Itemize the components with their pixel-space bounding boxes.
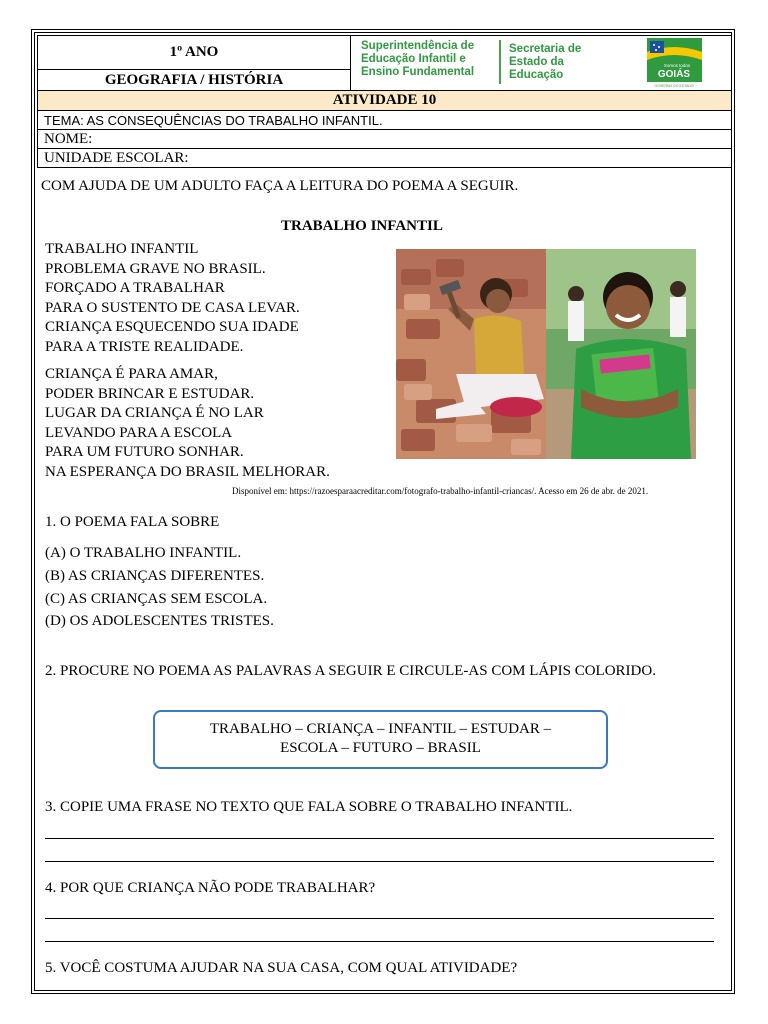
source-citation: Disponível em: https://razoesparaacreditar.com/fotografo-trabalho-infantil-criancas/. Acesso em 26 de abr. de 2021. bbox=[232, 486, 649, 496]
question-2: 2. PROCURE NO POEMA AS PALAVRAS A SEGUIR E CIRCULE-AS COM LÁPIS COLORIDO. bbox=[45, 663, 656, 679]
poem bbox=[45, 240, 330, 482]
poem-line: FORÇADO A TRABALHAR bbox=[45, 280, 225, 296]
poem-line: PODER BRINCAR E ESTUDAR. bbox=[45, 385, 255, 402]
theme-cell bbox=[38, 111, 732, 130]
question-3: 3. COPIE UMA FRASE NO TEXTO QUE FALA SOBRE O TRABALHO INFANTIL. bbox=[45, 799, 573, 815]
goias-government-logo bbox=[647, 38, 702, 88]
worksheet-header bbox=[37, 35, 731, 168]
poem-line: LEVANDO PARA A ESCOLA bbox=[45, 424, 233, 441]
subject-label: GEOGRAFIA / HISTÓRIA bbox=[104, 71, 284, 88]
option-c[interactable]: (C) AS CRIANÇAS SEM ESCOLA. bbox=[45, 591, 268, 607]
poem-line: CRIANÇA ESQUECENDO SUA IDADE bbox=[45, 319, 299, 335]
svg-text:Somos todos: Somos todos bbox=[663, 63, 691, 68]
secretaria-logo bbox=[499, 40, 581, 84]
svg-text:GOVERNO DO ESTADO: GOVERNO DO ESTADO bbox=[654, 84, 694, 88]
answer-line[interactable] bbox=[45, 861, 714, 862]
page-border-inner bbox=[34, 32, 732, 991]
theme-text: TEMA: AS CONSEQUÊNCIAS DO TRABALHO INFANTIL. bbox=[44, 112, 383, 128]
word-list-box bbox=[153, 710, 608, 769]
logo1-line3: Ensino Fundamental bbox=[361, 66, 475, 78]
answer-line[interactable] bbox=[45, 838, 714, 839]
svg-text:GOIÁS: GOIÁS bbox=[657, 69, 691, 80]
question-1: 1. O POEMA FALA SOBRE bbox=[45, 514, 220, 530]
poem-line: PROBLEMA GRAVE NO BRASIL. bbox=[45, 260, 266, 277]
name-label: NOME: bbox=[44, 130, 93, 147]
logo2-line2: Estado da bbox=[509, 55, 564, 68]
poem-title: TRABALHO INFANTIL bbox=[281, 218, 443, 234]
poem-line: PARA UM FUTURO SONHAR. bbox=[45, 444, 244, 460]
option-a[interactable]: (A) O TRABALHO INFANTIL. bbox=[45, 545, 242, 561]
poem-line: CRIANÇA É PARA AMAR, bbox=[45, 366, 218, 382]
grade-cell bbox=[38, 36, 351, 70]
answer-line[interactable] bbox=[45, 941, 714, 942]
grade-label: 1º ANO bbox=[169, 44, 219, 60]
school-label: UNIDADE ESCOLAR: bbox=[44, 149, 189, 166]
option-b[interactable]: (B) AS CRIANÇAS DIFERENTES. bbox=[45, 568, 265, 584]
question-4: 4. POR QUE CRIANÇA NÃO PODE TRABALHAR? bbox=[45, 880, 376, 896]
word-list-line2: ESCOLA – FUTURO – BRASIL bbox=[280, 740, 481, 756]
poem-line: LUGAR DA CRIANÇA É NO LAR bbox=[45, 405, 264, 421]
intro-instruction: COM AJUDA DE UM ADULTO FAÇA A LEITURA DO POEMA A SEGUIR. bbox=[41, 178, 519, 194]
children-photo bbox=[396, 249, 696, 459]
poem-line: TRABALHO INFANTIL bbox=[45, 241, 199, 257]
activity-title: ATIVIDADE 10 bbox=[332, 92, 437, 108]
poem-line: NA ESPERANÇA DO BRASIL MELHORAR. bbox=[45, 463, 330, 480]
word-list-line1: TRABALHO – CRIANÇA – INFANTIL – ESTUDAR – bbox=[209, 721, 552, 737]
subject-cell bbox=[38, 70, 351, 91]
logo1-line1: Superintendência de bbox=[361, 40, 475, 52]
logo2-line3: Educação bbox=[509, 68, 564, 81]
name-field[interactable] bbox=[38, 130, 732, 149]
poem-line: PARA O SUSTENTO DE CASA LEVAR. bbox=[45, 299, 300, 316]
answer-line[interactable] bbox=[45, 918, 714, 919]
poem-line: PARA A TRISTE REALIDADE. bbox=[45, 338, 244, 355]
question-5: 5. VOCÊ COSTUMA AJUDAR NA SUA CASA, COM QUAL ATIVIDADE? bbox=[45, 960, 518, 976]
superintendencia-logo bbox=[361, 40, 474, 79]
option-d[interactable]: (D) OS ADOLESCENTES TRISTES. bbox=[45, 613, 274, 629]
poem-stanza-2 bbox=[45, 365, 330, 482]
poem-stanza-1 bbox=[45, 240, 330, 357]
logo2-line1: Secretaria de bbox=[509, 42, 582, 55]
logo1-line2: Educação Infantil e bbox=[361, 53, 466, 65]
activity-cell bbox=[38, 91, 732, 111]
logos-cell bbox=[351, 36, 732, 91]
school-field[interactable] bbox=[38, 149, 732, 168]
